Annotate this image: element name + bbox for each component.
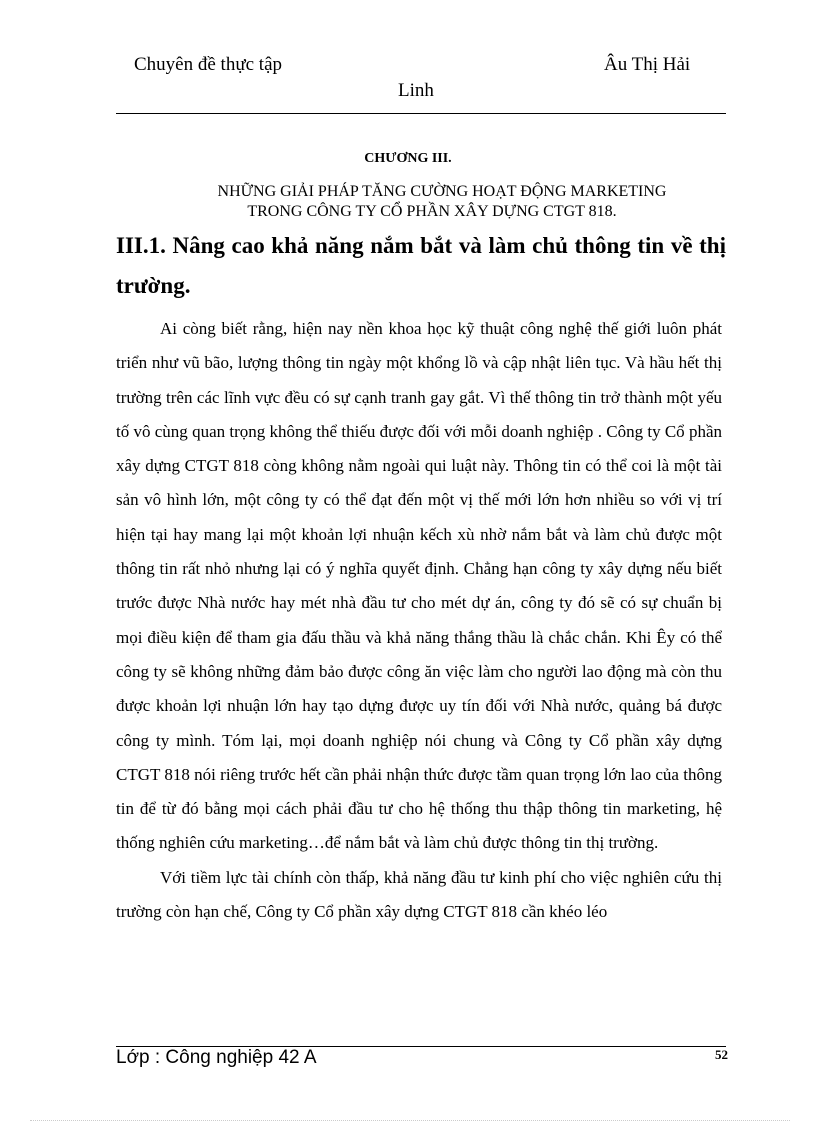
header-divider [116, 113, 726, 114]
paragraph: Với tiềm lực tài chính còn thấp, khả năng đầu tư kinh phí cho việc nghiên cứu thị trường còn hạn chế, Công ty Cổ phần xây dựng CTGT 818 cần khéo léo [116, 867, 722, 922]
section-heading: III.1. Nâng cao khả năng nắm bắt và làm chủ thông tin về thị trường. [116, 233, 726, 298]
paragraph: Ai còng biết rằng, hiện nay nền khoa học kỹ thuật công nghệ thế giới luôn phát triển như vũ bão, lượng thông tin ngày một khổng lồ và cập nhật liên tục. Và hầu hết thị trường trên các lĩnh vực đều có sự cạnh tranh gay gắt. Vì thế thông tin trở thành một yếu tố vô cùng quan trọng không thể thiếu được đối với mỗi doanh nghiệp . Công ty Cổ phần xây dựng CTGT 818 còng không nằm ngoài qui luật này. Thông tin có thể coi là một tài sản vô hình lớn, một công ty có thể đạt đến một vị thế mới lớn hơn nhiều so với vị trí hiện tại hay mang lại một khoản lợi nhuận kếch xù nhờ nắm bắt và làm chủ được một thông tin rất nhỏ nhưng lại có ý nghĩa quyết định. Chẳng hạn công ty xây dựng nếu biết trước được Nhà nước hay mét nhà đầu tư cho mét dự án, công ty đó sẽ có sự chuẩn bị mọi điều kiện để tham gia đấu thầu và khả năng thắng thầu là chắc chắn. Khi Êy có thể công ty sẽ không những đảm bảo được công ăn việc làm cho người lao động mà còn thu được khoản lợi nhuận lớn hay tạo dựng được uy tín đối với Nhà nước, quảng bá được công ty mình. Tóm lại, mọi doanh nghiệp nói chung và Công ty Cổ phần xây dựng CTGT 818 nói riêng trước hết cần phải nhận thức được tầm quan trọng lớn lao của thông tin để từ đó bằng mọi cách phải đầu tư cho hệ thống thu thập thông tin marketing, hệ thống nghiên cứu marketing…để nắm bắt và làm chủ được thông tin thị trường. [116, 319, 722, 853]
chapter-number: CHƯƠNG III. [364, 151, 452, 166]
body-text [116, 312, 722, 929]
footer-class: Lớp : Công nghiệp 42 A [116, 1047, 317, 1068]
page-number: 52 [715, 1047, 728, 1062]
header-title: Chuyên đề thực tập [134, 54, 283, 75]
header-author-continued: Linh [398, 80, 434, 101]
chapter-title-line-1: NHỮNG GIẢI PHÁP TĂNG CƯỜNG HOẠT ĐỘNG MARKETING [217, 183, 667, 200]
header-author: Âu Thị Hải [604, 54, 691, 75]
chapter-title-line-2: TRONG CÔNG TY CỔ PHẦN XÂY DỰNG CTGT 818. [247, 203, 617, 220]
page-edge-dotted-line [30, 1120, 790, 1121]
